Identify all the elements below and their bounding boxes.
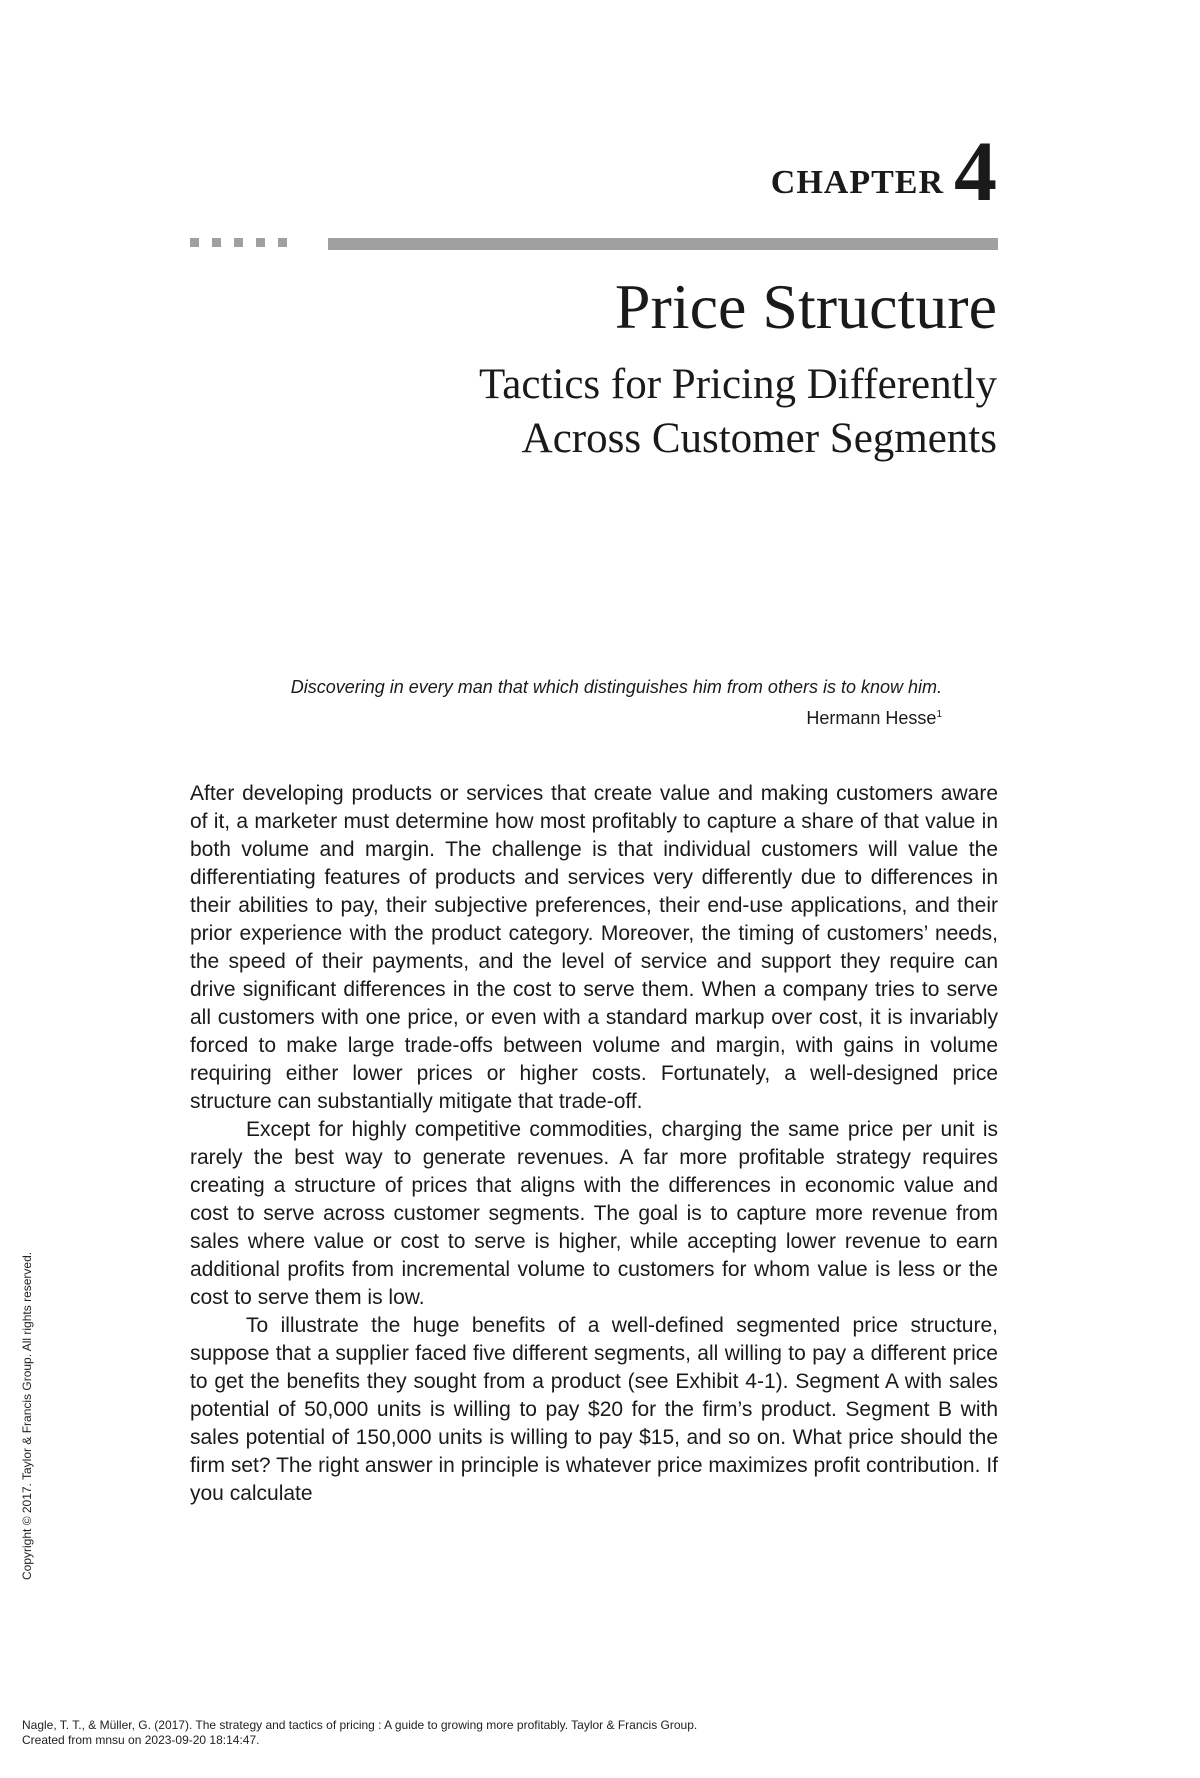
footnote-marker: 1 [936, 709, 942, 720]
decorative-square [234, 238, 243, 247]
decorative-square [278, 238, 287, 247]
decorative-dots [190, 238, 287, 247]
chapter-subtitle [479, 358, 997, 466]
chapter-label: CHAPTER [770, 164, 944, 202]
decorative-square [212, 238, 221, 247]
paragraph: Except for highly competitive commodities, charging the same price per unit is rarely the best way to generate revenues. A far more profitable strategy requires creating a structure of prices that aligns with the differences in economic value and cost to serve across customer segments. The goal is to capture more revenue from sales where value or cost to serve is higher, while accepting lower revenue to earn additional profits from incremental volume to customers for whom value is less or the cost to serve them is low. [190, 1118, 998, 1309]
decorative-square [256, 238, 265, 247]
epigraph-attribution [291, 701, 942, 732]
subtitle-line-2: Across Customer Segments [521, 415, 997, 462]
paragraph: After developing products or services that create value and making customers aware of it, a marketer must determine how most profitably to capture a share of that value in both volume and margin. The challenge is that individual customers will value the differentiating features of products and services very differently due to differences in their abilities to pay, their subjective preferences, their end-use applications, and their prior experience with the product category. Moreover, the timing of customers’ needs, the speed of their payments, and the level of service and support they require can drive significant differences in the cost to serve them. When a company tries to serve all customers with one price, or even with a standard markup over cost, it is invariably forced to make large trade-offs between volume and margin, with gains in volume requiring either lower prices or higher costs. Fortunately, a well-designed price structure can substantially mitigate that trade-off. [190, 782, 998, 1113]
created-line: Created from mnsu on 2023-09-20 18:14:47. [22, 1733, 260, 1747]
copyright-notice: Copyright © 2017. Taylor & Francis Group. All rights reserved. [20, 1251, 34, 1580]
chapter-title: Price Structure [614, 271, 997, 342]
epigraph [291, 673, 942, 732]
citation-line: Nagle, T. T., & Müller, G. (2017). The strategy and tactics of pricing : A guide to growing more profitably. Taylor & Francis Group. [22, 1718, 698, 1732]
citation-footer [22, 1718, 697, 1748]
chapter-rule [328, 238, 998, 250]
paragraph: To illustrate the huge benefits of a well-defined segmented price structure, suppose that a supplier faced five different segments, all willing to pay a different price to get the benefits they sought from a product (see Exhibit 4-1). Segment A with sales potential of 50,000 units is willing to pay $20 for the firm’s product. Segment B with sales potential of 150,000 units is willing to pay $15, and so on. What price should the firm set? The right answer in principle is whatever price maximizes profit contribution. If you calculate [190, 1314, 998, 1505]
epigraph-author: Hermann Hesse [806, 708, 937, 728]
decorative-square [190, 238, 199, 247]
subtitle-line-1: Tactics for Pricing Differently [479, 361, 997, 408]
epigraph-quote: Discovering in every man that which distinguishes him from others is to know him. [290, 677, 942, 697]
chapter-number: 4 [954, 123, 997, 219]
chapter-heading [770, 123, 997, 219]
body-text [190, 780, 998, 1508]
